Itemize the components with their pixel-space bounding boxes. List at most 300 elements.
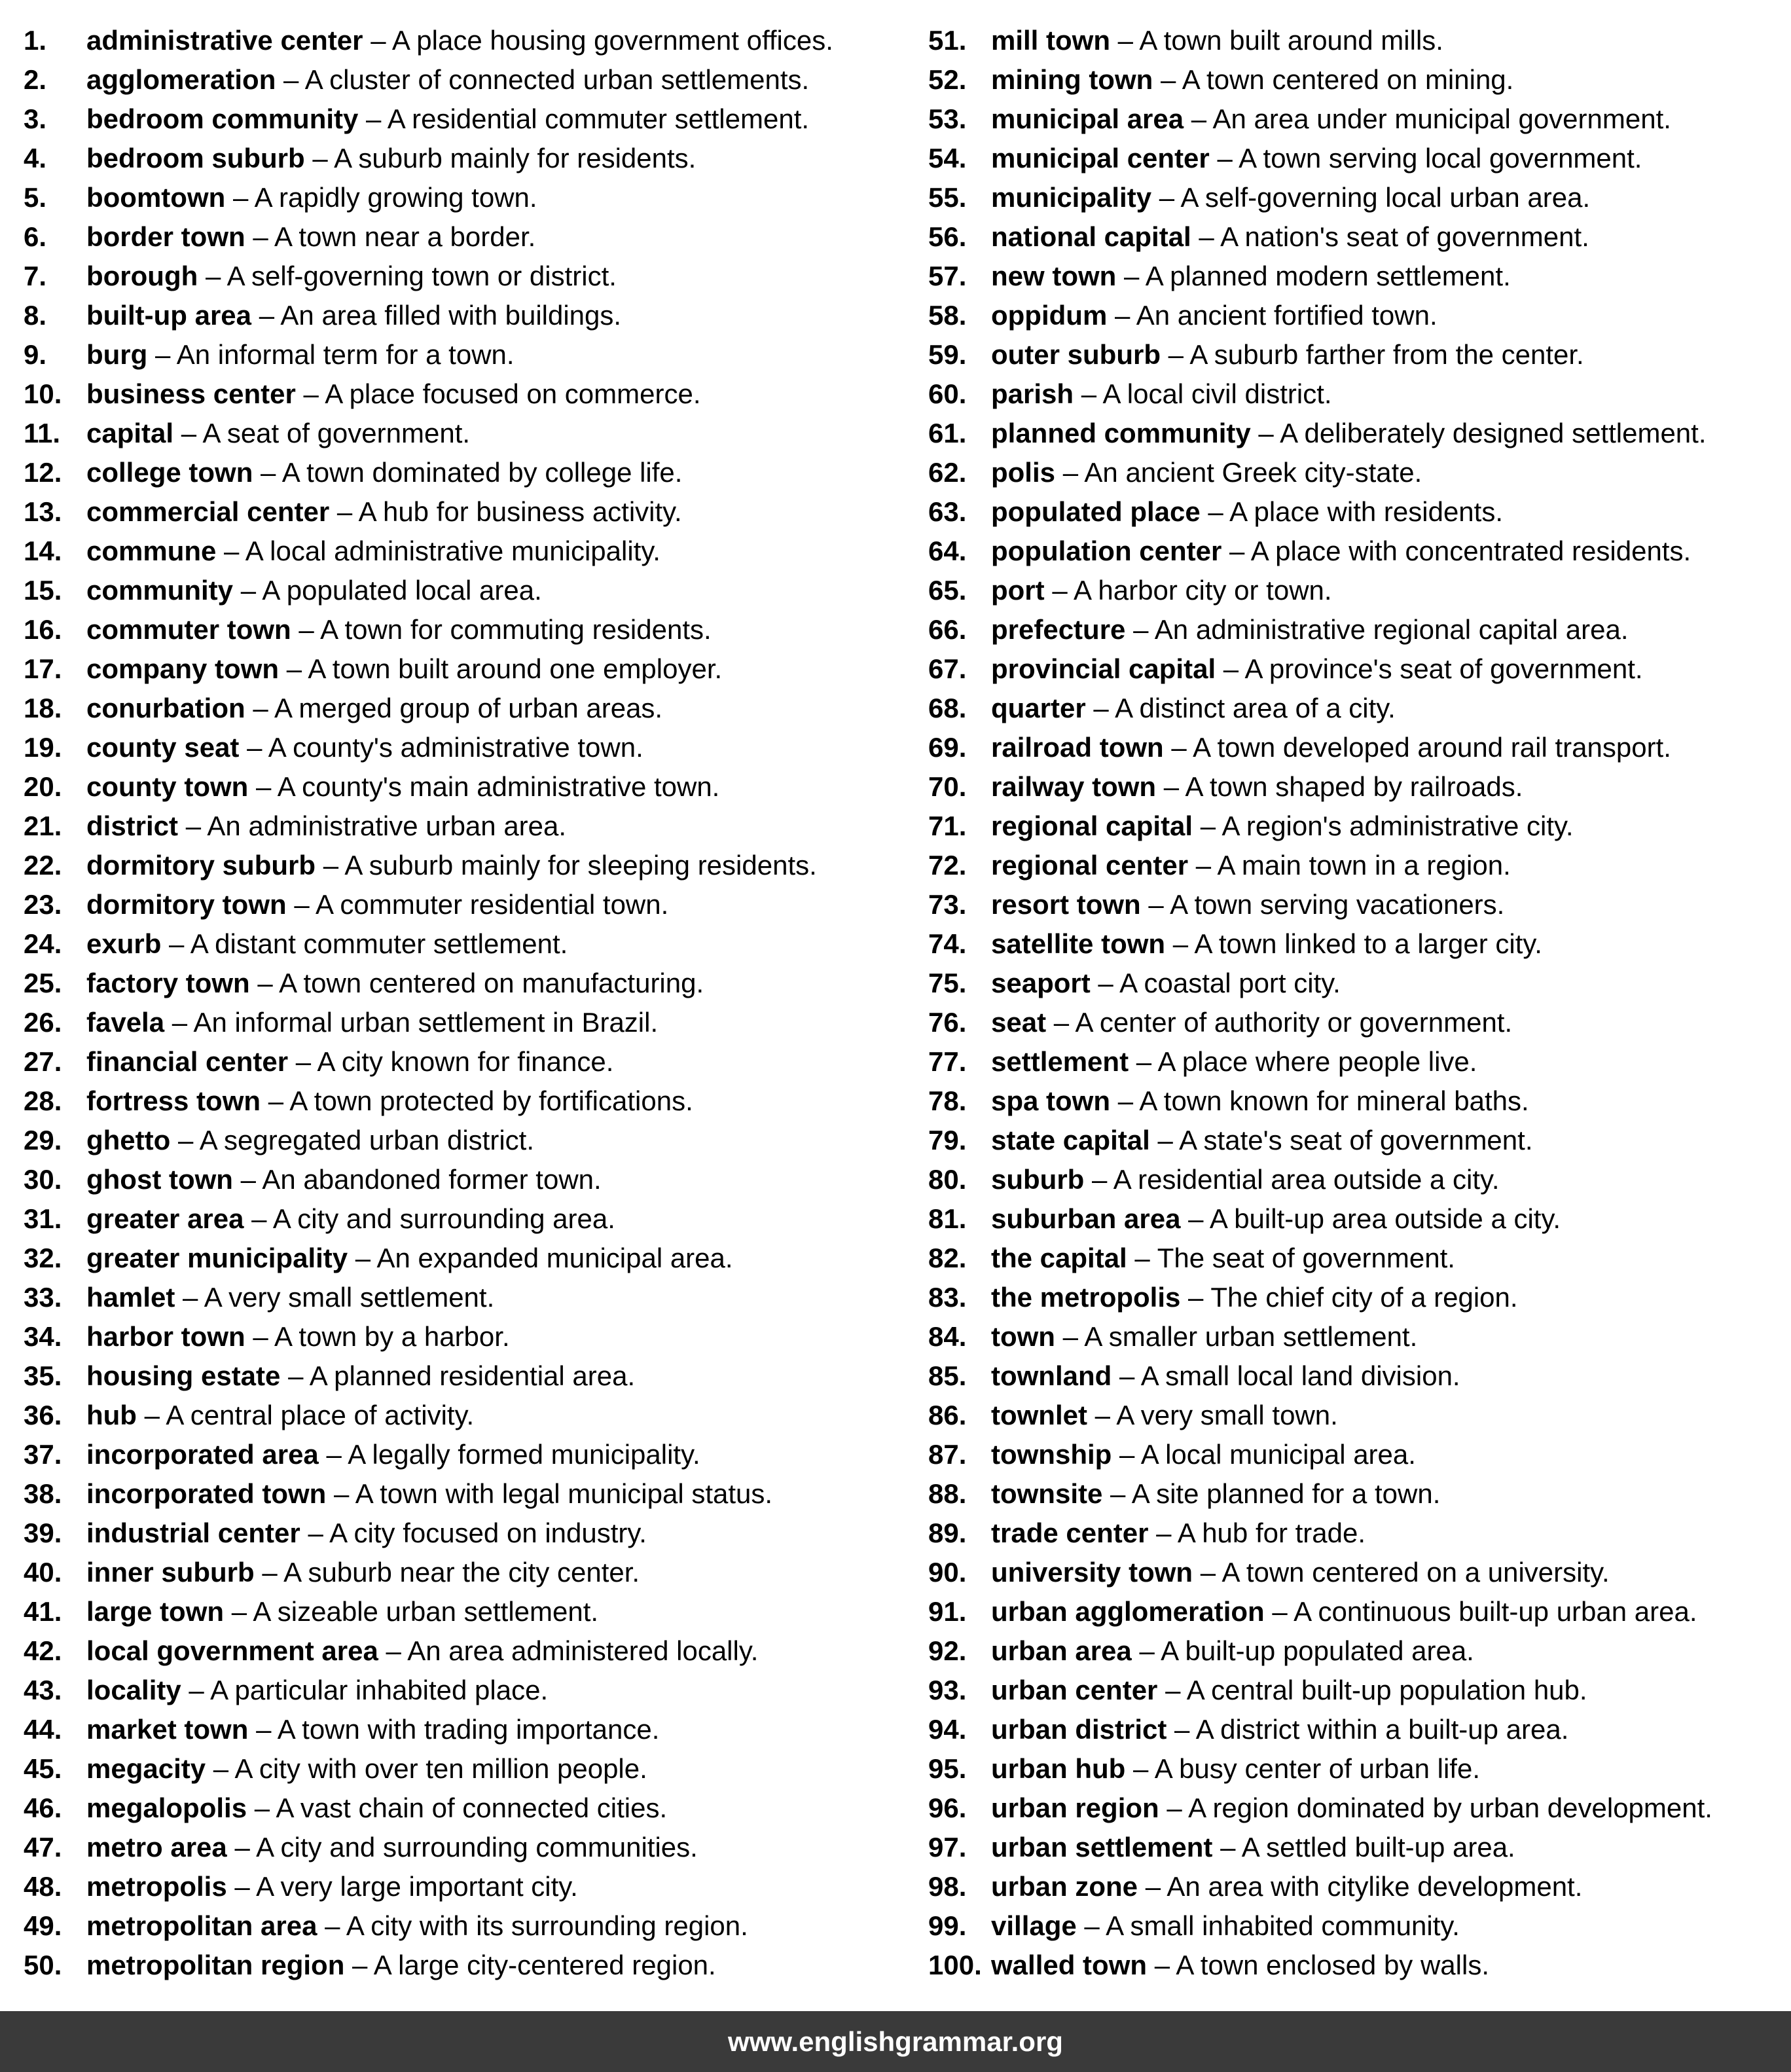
item-separator: –: [251, 1203, 267, 1234]
item-definition: A town centered on manufacturing.: [279, 968, 704, 998]
item-definition: A seat of government.: [202, 418, 471, 448]
list-item: [928, 689, 1779, 728]
item-term: local government area: [86, 1635, 378, 1666]
item-number: 83.: [928, 1282, 967, 1313]
item-term: fortress town: [86, 1085, 261, 1116]
list-item: [928, 1906, 1779, 1946]
item-term: county seat: [86, 732, 240, 763]
item-number: 19.: [24, 732, 62, 763]
list-item: [24, 1042, 901, 1081]
item-separator: –: [1200, 1557, 1216, 1588]
item-term: ghost town: [86, 1164, 233, 1195]
list-item: [24, 1003, 901, 1042]
item-separator: –: [189, 1675, 204, 1705]
item-term: urban region: [991, 1792, 1159, 1823]
item-term: national capital: [991, 221, 1191, 252]
list-item: [928, 767, 1779, 807]
list-item: [24, 1356, 901, 1396]
item-separator: –: [366, 103, 382, 134]
list-item: [24, 21, 901, 60]
item-term: townlet: [991, 1400, 1087, 1430]
list-item: [928, 492, 1779, 532]
item-term: township: [991, 1439, 1112, 1470]
item-number: 86.: [928, 1400, 967, 1430]
item-number: 54.: [928, 143, 967, 173]
list-item: [24, 1081, 901, 1121]
item-separator: –: [1148, 889, 1164, 920]
list-item: [24, 1474, 901, 1514]
list-item: [24, 296, 901, 335]
item-separator: –: [295, 1046, 312, 1077]
item-definition: An area under municipal government.: [1212, 103, 1671, 134]
item-term: greater municipality: [86, 1243, 348, 1273]
item-term: company town: [86, 653, 280, 684]
item-number: 47.: [24, 1832, 62, 1863]
footer-bar: [0, 2011, 1791, 2072]
item-definition: An abandoned former town.: [262, 1164, 602, 1195]
list-item: [928, 100, 1779, 139]
list-item: [928, 217, 1779, 257]
item-separator: –: [294, 889, 310, 920]
item-separator: –: [1092, 1164, 1108, 1195]
list-item: [928, 1592, 1779, 1631]
list-item: [928, 1828, 1779, 1867]
item-definition: The chief city of a region.: [1210, 1282, 1518, 1313]
item-number: 26.: [24, 1007, 62, 1038]
item-separator: –: [1272, 1596, 1288, 1627]
item-term: ghetto: [86, 1125, 171, 1155]
item-number: 94.: [928, 1714, 967, 1745]
item-term: agglomeration: [86, 64, 276, 95]
item-separator: –: [224, 536, 240, 566]
item-number: 24.: [24, 928, 62, 959]
item-definition: A distant commuter settlement.: [190, 928, 568, 959]
list-item: [928, 1239, 1779, 1278]
item-term: market town: [86, 1714, 249, 1745]
item-number: 53.: [928, 103, 967, 134]
item-term: trade center: [991, 1518, 1149, 1548]
item-term: dormitory town: [86, 889, 287, 920]
item-definition: A rapidly growing town.: [254, 182, 537, 213]
item-term: incorporated area: [86, 1439, 319, 1470]
item-number: 31.: [24, 1203, 62, 1234]
item-definition: A suburb near the city center.: [283, 1557, 640, 1588]
item-term: urban hub: [991, 1753, 1126, 1784]
item-definition: A populated local area.: [262, 575, 542, 606]
item-number: 88.: [928, 1478, 967, 1509]
item-definition: A city known for finance.: [317, 1046, 614, 1077]
item-term: parish: [991, 378, 1074, 409]
item-separator: –: [169, 928, 185, 959]
item-term: industrial center: [86, 1518, 300, 1548]
item-separator: –: [1188, 1203, 1204, 1234]
item-number: 30.: [24, 1164, 62, 1195]
item-term: metropolis: [86, 1871, 227, 1902]
item-number: 2.: [24, 64, 47, 95]
item-number: 21.: [24, 810, 62, 841]
item-separator: –: [1139, 1635, 1155, 1666]
list-item: [928, 807, 1779, 846]
item-term: dormitory suburb: [86, 850, 316, 881]
item-number: 9.: [24, 339, 47, 370]
list-item: [928, 1867, 1779, 1906]
item-separator: –: [1188, 1282, 1204, 1313]
item-separator: –: [1134, 1243, 1150, 1273]
list-item: [24, 1553, 901, 1592]
item-separator: –: [1124, 261, 1140, 291]
item-term: port: [991, 575, 1045, 606]
item-term: railway town: [991, 771, 1157, 802]
item-separator: –: [1093, 693, 1109, 723]
item-separator: –: [323, 850, 339, 881]
item-definition: A harbor city or town.: [1074, 575, 1332, 606]
item-term: townland: [991, 1360, 1112, 1391]
item-definition: A coastal port city.: [1119, 968, 1341, 998]
item-definition: A central place of activity.: [166, 1400, 475, 1430]
item-definition: A very large important city.: [256, 1871, 578, 1902]
item-separator: –: [308, 1518, 323, 1548]
item-separator: –: [261, 457, 276, 488]
item-separator: –: [1157, 1125, 1173, 1155]
item-number: 78.: [928, 1085, 967, 1116]
item-number: 92.: [928, 1635, 967, 1666]
item-definition: An area administered locally.: [407, 1635, 759, 1666]
list-item: [24, 1592, 901, 1631]
item-term: university town: [991, 1557, 1193, 1588]
list-item: [24, 1514, 901, 1553]
item-separator: –: [1168, 339, 1184, 370]
item-term: seat: [991, 1007, 1047, 1038]
item-separator: –: [1165, 1675, 1181, 1705]
item-definition: A town with legal municipal status.: [355, 1478, 773, 1509]
item-term: provincial capital: [991, 653, 1216, 684]
item-number: 52.: [928, 64, 967, 95]
list-item: [24, 1160, 901, 1199]
list-item: [928, 1081, 1779, 1121]
list-item: [24, 1199, 901, 1239]
list-item: [928, 257, 1779, 296]
item-separator: –: [1084, 1910, 1100, 1941]
item-separator: –: [1217, 143, 1233, 173]
item-definition: The seat of government.: [1157, 1243, 1455, 1273]
item-definition: A merged group of urban areas.: [274, 693, 663, 723]
item-term: regional center: [991, 850, 1189, 881]
list-item: [928, 1396, 1779, 1435]
item-separator: –: [183, 1282, 198, 1313]
list-item: [928, 964, 1779, 1003]
item-term: district: [86, 810, 179, 841]
item-number: 16.: [24, 614, 62, 645]
item-separator: –: [312, 143, 328, 173]
item-definition: A place with residents.: [1229, 496, 1503, 527]
item-separator: –: [1145, 1871, 1161, 1902]
item-number: 59.: [928, 339, 967, 370]
item-number: 97.: [928, 1832, 967, 1863]
item-separator: –: [334, 1478, 350, 1509]
list-item: [928, 1042, 1779, 1081]
item-number: 57.: [928, 261, 967, 291]
list-item: [928, 1553, 1779, 1592]
item-separator: –: [1223, 653, 1239, 684]
item-separator: –: [1258, 418, 1274, 448]
item-definition: A commuter residential town.: [316, 889, 669, 920]
item-separator: –: [1062, 1321, 1078, 1352]
list-item: [928, 610, 1779, 649]
item-term: urban zone: [991, 1871, 1138, 1902]
item-definition: An administrative regional capital area.: [1154, 614, 1629, 645]
item-definition: An area with citylike development.: [1167, 1871, 1583, 1902]
item-number: 28.: [24, 1085, 62, 1116]
list-item: [928, 924, 1779, 964]
item-definition: An ancient fortified town.: [1136, 300, 1438, 331]
item-separator: –: [1195, 850, 1212, 881]
item-number: 39.: [24, 1518, 62, 1548]
list-item: [928, 414, 1779, 453]
item-number: 10.: [24, 378, 62, 409]
item-term: quarter: [991, 693, 1086, 723]
item-term: commuter town: [86, 614, 291, 645]
list-item: [24, 532, 901, 571]
item-separator: –: [255, 771, 272, 802]
item-number: 65.: [928, 575, 967, 606]
item-definition: A town near a border.: [274, 221, 536, 252]
item-term: metropolitan area: [86, 1910, 317, 1941]
item-number: 61.: [928, 418, 967, 448]
item-term: bedroom community: [86, 103, 359, 134]
item-number: 77.: [928, 1046, 967, 1077]
item-definition: A local administrative municipality.: [245, 536, 660, 566]
item-term: megacity: [86, 1753, 206, 1784]
item-separator: –: [1062, 457, 1079, 488]
item-term: burg: [86, 339, 148, 370]
list-item: [24, 453, 901, 492]
item-term: community: [86, 575, 234, 606]
item-definition: An ancient Greek city-state.: [1084, 457, 1422, 488]
list-item: [928, 1317, 1779, 1356]
item-term: planned community: [991, 418, 1251, 448]
item-separator: –: [1191, 103, 1207, 134]
item-number: 46.: [24, 1792, 62, 1823]
item-number: 8.: [24, 300, 47, 331]
list-item: [24, 1239, 901, 1278]
item-number: 42.: [24, 1635, 62, 1666]
list-item: [928, 1710, 1779, 1749]
item-definition: A suburb mainly for residents.: [334, 143, 696, 173]
item-separator: –: [144, 1400, 160, 1430]
list-item: [928, 1160, 1779, 1199]
item-number: 95.: [928, 1753, 967, 1784]
item-number: 79.: [928, 1125, 967, 1155]
item-term: borough: [86, 261, 198, 291]
item-separator: –: [1052, 575, 1068, 606]
item-separator: –: [253, 221, 268, 252]
item-definition: A place where people live.: [1157, 1046, 1477, 1077]
item-term: oppidum: [991, 300, 1108, 331]
list-item: [24, 1749, 901, 1789]
list-item: [928, 885, 1779, 924]
item-separator: –: [352, 1950, 368, 1980]
item-term: urban center: [991, 1675, 1158, 1705]
item-separator: –: [213, 1753, 229, 1784]
item-definition: A province's seat of government.: [1244, 653, 1643, 684]
item-definition: A city focused on industry.: [329, 1518, 647, 1548]
item-term: railroad town: [991, 732, 1164, 763]
item-separator: –: [288, 1360, 304, 1391]
item-number: 58.: [928, 300, 967, 331]
item-definition: A county's main administrative town.: [277, 771, 720, 802]
list-item: [24, 492, 901, 532]
item-number: 20.: [24, 771, 62, 802]
item-term: municipal area: [991, 103, 1184, 134]
item-separator: –: [232, 182, 249, 213]
item-number: 23.: [24, 889, 62, 920]
item-term: townsite: [991, 1478, 1103, 1509]
item-term: prefecture: [991, 614, 1126, 645]
item-definition: A vast chain of connected cities.: [276, 1792, 668, 1823]
item-term: incorporated town: [86, 1478, 327, 1509]
item-number: 25.: [24, 968, 62, 998]
item-definition: A district within a built-up area.: [1195, 1714, 1569, 1745]
item-separator: –: [371, 25, 386, 56]
item-number: 89.: [928, 1518, 967, 1548]
list-item: [24, 1278, 901, 1317]
item-term: village: [991, 1910, 1077, 1941]
item-separator: –: [325, 1910, 340, 1941]
item-definition: A town dominated by college life.: [281, 457, 683, 488]
item-term: the metropolis: [991, 1282, 1181, 1313]
item-definition: A local municipal area.: [1140, 1439, 1416, 1470]
item-definition: A city and surrounding communities.: [256, 1832, 698, 1863]
item-definition: A place focused on commerce.: [325, 378, 701, 409]
item-term: outer suburb: [991, 339, 1161, 370]
list-item: [928, 846, 1779, 885]
item-definition: A self-governing local urban area.: [1180, 182, 1591, 213]
item-number: 36.: [24, 1400, 62, 1430]
list-item: [928, 335, 1779, 374]
list-item: [928, 1749, 1779, 1789]
list-item: [24, 924, 901, 964]
item-separator: –: [1119, 1439, 1135, 1470]
item-definition: A very small settlement.: [204, 1282, 495, 1313]
item-term: business center: [86, 378, 296, 409]
list-item: [928, 374, 1779, 414]
list-item: [24, 964, 901, 1003]
item-definition: A settled built-up area.: [1241, 1832, 1515, 1863]
item-definition: A planned residential area.: [309, 1360, 636, 1391]
item-separator: –: [253, 693, 268, 723]
item-separator: –: [1094, 1400, 1111, 1430]
list-item: [928, 1789, 1779, 1828]
item-separator: –: [1159, 182, 1175, 213]
item-definition: A hub for trade.: [1177, 1518, 1366, 1548]
item-separator: –: [1163, 771, 1180, 802]
item-separator: –: [1053, 1007, 1070, 1038]
list-item: [24, 1789, 901, 1828]
item-term: state capital: [991, 1125, 1150, 1155]
item-separator: –: [240, 575, 257, 606]
item-term: built-up area: [86, 300, 252, 331]
list-item: [24, 1671, 901, 1710]
item-term: commune: [86, 536, 217, 566]
footer-website-link[interactable]: www.englishgrammar.org: [728, 2026, 1063, 2057]
item-term: capital: [86, 418, 174, 448]
item-number: 6.: [24, 221, 47, 252]
item-separator: –: [256, 1714, 272, 1745]
item-definition: A region's administrative city.: [1221, 810, 1574, 841]
item-definition: A residential commuter settlement.: [387, 103, 810, 134]
item-term: housing estate: [86, 1360, 281, 1391]
item-number: 73.: [928, 889, 967, 920]
list-item: [24, 767, 901, 807]
item-separator: –: [154, 339, 171, 370]
item-definition: A particular inhabited place.: [210, 1675, 549, 1705]
item-number: 13.: [24, 496, 62, 527]
item-definition: A town linked to a larger city.: [1194, 928, 1542, 959]
item-number: 99.: [928, 1910, 967, 1941]
list-item: [24, 885, 901, 924]
list-item: [928, 649, 1779, 689]
item-number: 71.: [928, 810, 967, 841]
item-term: college town: [86, 457, 253, 488]
item-separator: –: [1220, 1832, 1236, 1863]
item-separator: –: [268, 1085, 284, 1116]
item-definition: A local civil district.: [1102, 378, 1332, 409]
list-item: [24, 649, 901, 689]
item-separator: –: [1156, 1518, 1172, 1548]
item-number: 81.: [928, 1203, 967, 1234]
item-separator: –: [386, 1635, 401, 1666]
item-definition: A site planned for a town.: [1131, 1478, 1441, 1509]
item-separator: –: [205, 261, 221, 291]
item-separator: –: [303, 378, 319, 409]
list-item: [24, 1435, 901, 1474]
item-separator: –: [177, 1125, 194, 1155]
item-definition: An expanded municipal area.: [376, 1243, 733, 1273]
list-item: [24, 374, 901, 414]
item-number: 49.: [24, 1910, 62, 1941]
item-definition: A city with its surrounding region.: [346, 1910, 748, 1941]
item-number: 66.: [928, 614, 967, 645]
list-item: [928, 1435, 1779, 1474]
list-item: [24, 689, 901, 728]
item-separator: –: [1171, 732, 1187, 763]
item-term: harbor town: [86, 1321, 245, 1352]
item-number: 87.: [928, 1439, 967, 1470]
item-definition: A town enclosed by walls.: [1176, 1950, 1489, 1980]
list-item: [24, 100, 901, 139]
item-separator: –: [254, 1792, 270, 1823]
item-term: settlement: [991, 1046, 1129, 1077]
item-definition: A town known for mineral baths.: [1139, 1085, 1529, 1116]
item-definition: A hub for business activity.: [358, 496, 682, 527]
list-item: [24, 257, 901, 296]
item-number: 55.: [928, 182, 967, 213]
item-number: 68.: [928, 693, 967, 723]
item-definition: A town developed around rail transport.: [1193, 732, 1671, 763]
item-definition: An area filled with buildings.: [280, 300, 622, 331]
item-definition: A suburb mainly for sleeping residents.: [344, 850, 817, 881]
item-definition: A central built-up population hub.: [1186, 1675, 1587, 1705]
item-definition: A planned modern settlement.: [1145, 261, 1511, 291]
list-item: [24, 807, 901, 846]
item-term: metro area: [86, 1832, 227, 1863]
item-term: large town: [86, 1596, 225, 1627]
item-number: 76.: [928, 1007, 967, 1038]
item-definition: A continuous built-up urban area.: [1294, 1596, 1697, 1627]
item-number: 35.: [24, 1360, 62, 1391]
item-number: 50.: [24, 1950, 62, 1980]
item-term: suburban area: [991, 1203, 1181, 1234]
